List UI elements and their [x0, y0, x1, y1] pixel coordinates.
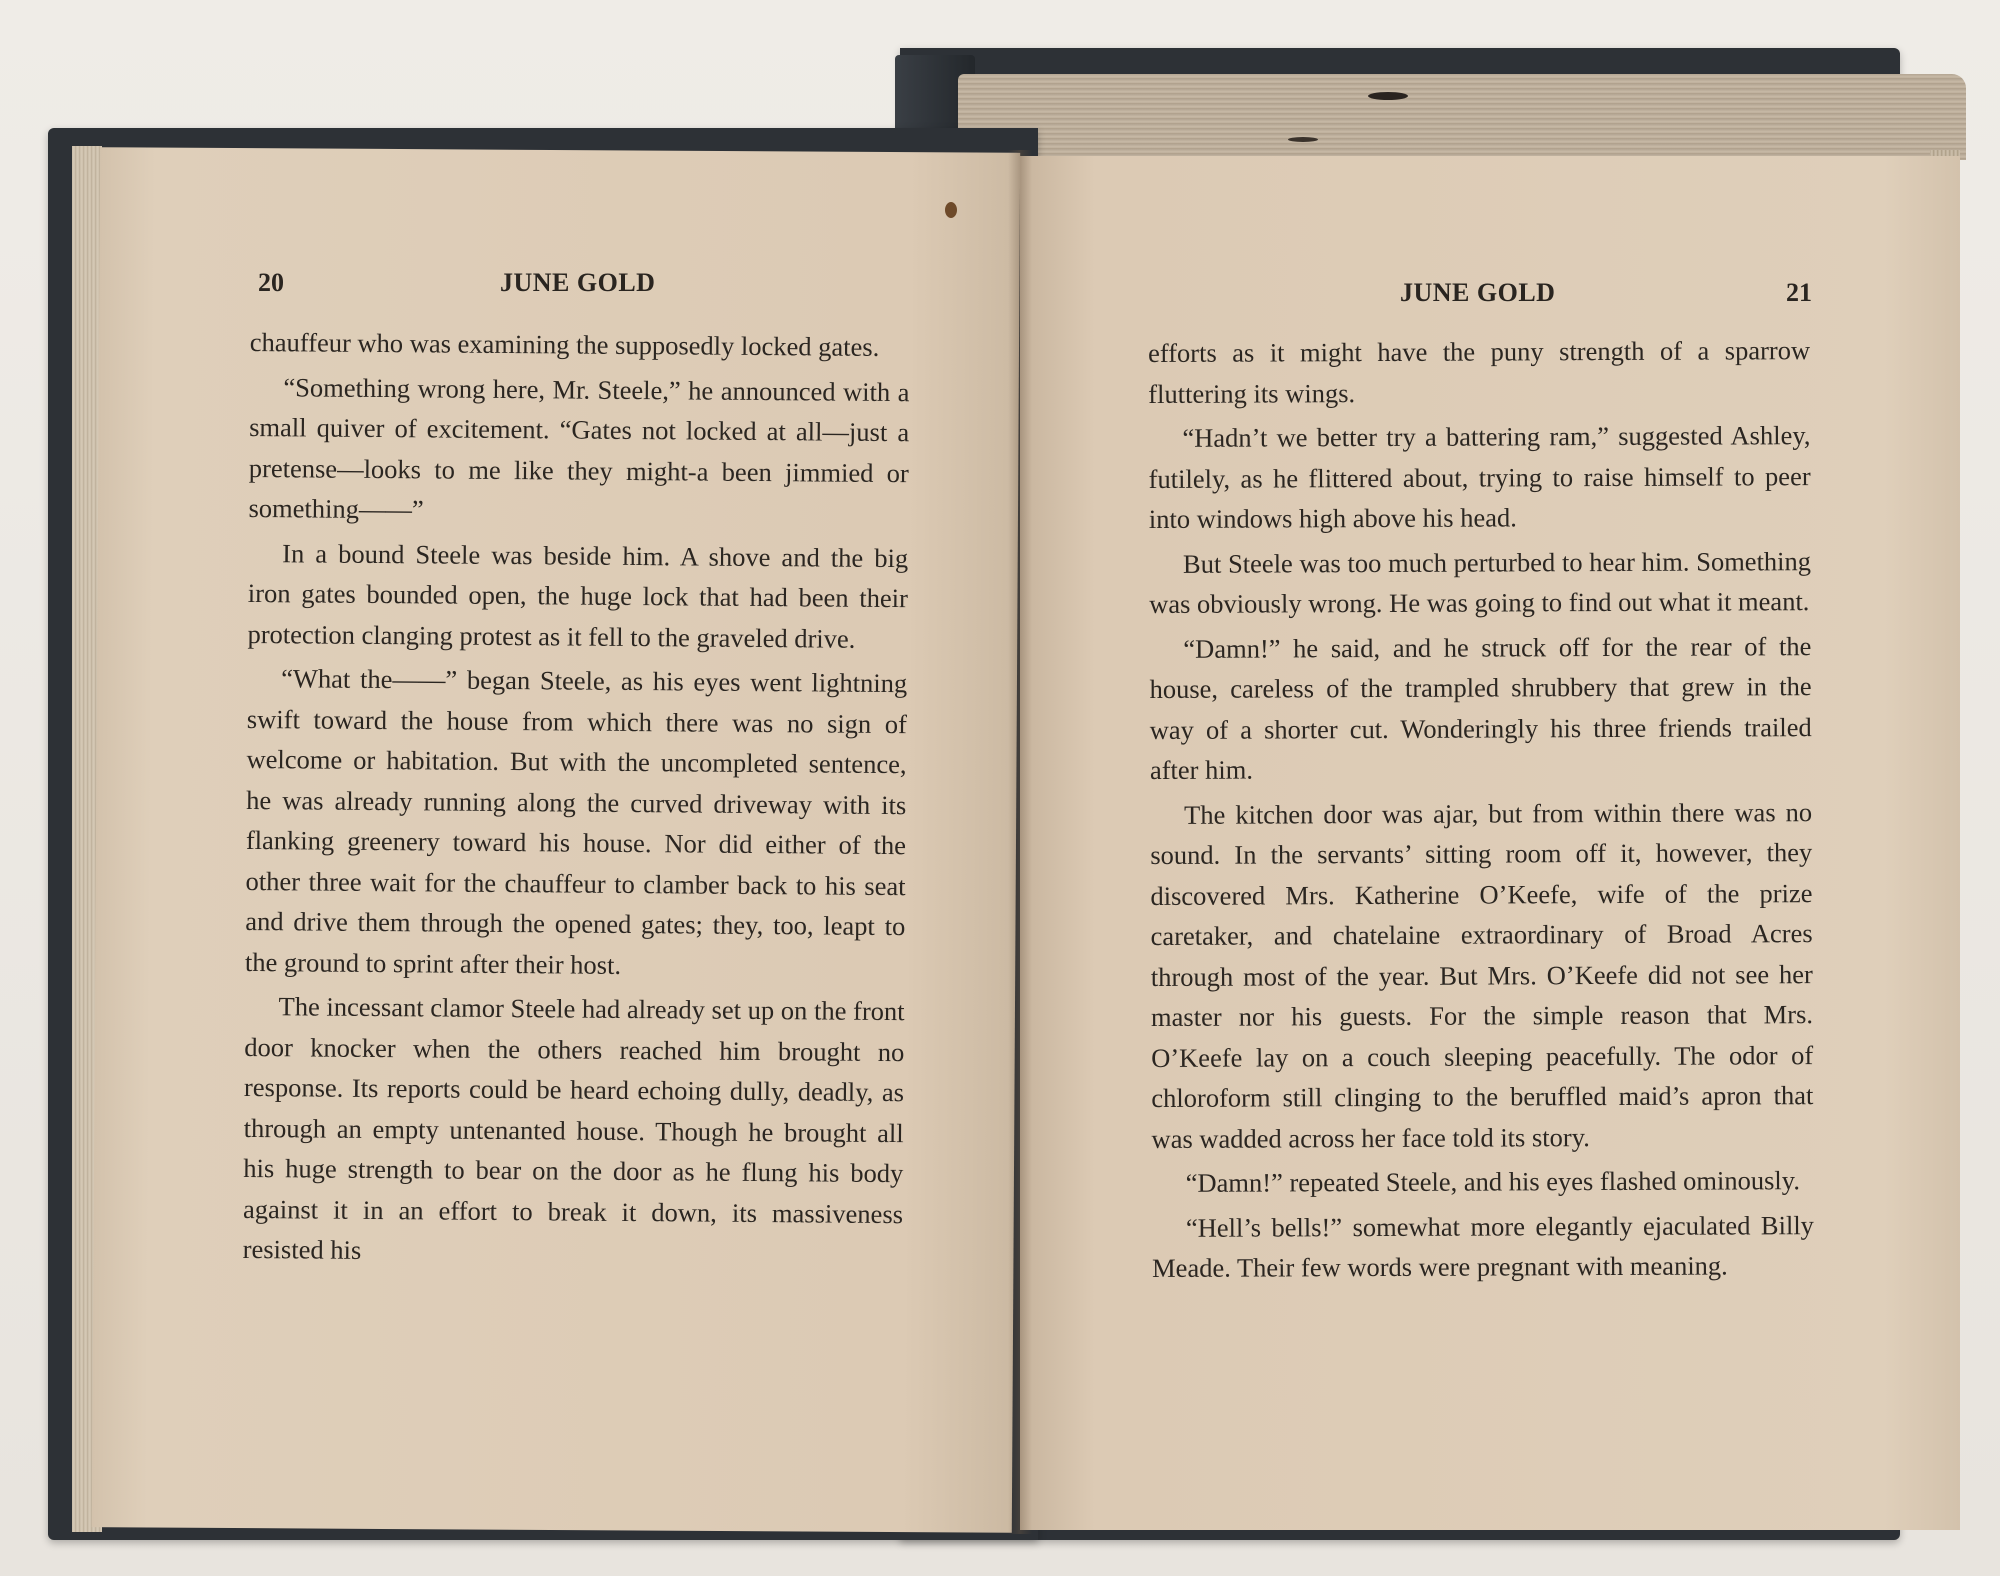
paragraph: “Damn!” he said, and he struck off for the rear of the house, careless of the trampled shrubbery that grew in the way of a shorter cut. Wonderingly his three friends trailed after him. [1149, 630, 1812, 785]
paragraph: The kitchen door was ajar, but from within there was no sound. In the servants’ sitting room off it, however, they discovered Mrs. Katherine O’Keefe, wife of the prize caretaker, and chatelaine extraordinary of Broad Acres through most of the year. But Mrs. O’Keefe did not see her master nor his guests. For the simple reason that Mrs. O’Keefe lay on a couch sleeping peacefully. The odor of chloroform still clinging to the beruffled maid’s apron that was wadded across her face told its story. [1150, 796, 1814, 1154]
right-running-head: JUNE GOLD [1400, 278, 1556, 307]
paragraph: “Hell’s bells!” somewhat more elegantly ejaculated Billy Meade. Their few words were pregnant with meaning. [1152, 1209, 1814, 1283]
paragraph: In a bound Steele was beside him. A shove and the big iron gates bounded open, the huge lock that had been their protection clanging protest as it fell to the graveled drive. [247, 537, 909, 654]
right-page-text [1148, 330, 1814, 1292]
foxing-spot [1368, 92, 1408, 100]
page-block-top-edge [958, 74, 1966, 160]
book-gutter [1008, 150, 1032, 1534]
paragraph: efforts as it might have the puny strength of a sparrow fluttering its wings. [1148, 335, 1811, 409]
paragraph: The incessant clamor Steele had already set up on the front door knocker when the others reached him brought no response. Its reports could be heard echoing dully, deadly, as through an empty untenanted house. Though he brought all his huge strength to bear on the door as he flung his body against it in an effort to break it down, its massiveness resisted his [242, 991, 905, 1265]
paragraph: “What the——” began Steele, as his eyes went lightning swift toward the house from which there was no sign of welcome or habitation. But with the uncompleted sentence, he was already running along the curved driveway with its flanking greenery toward his house. Nor did either of the other three wait for the chauffeur to clamber back to his seat and drive them through the opened gates; they, too, leapt to the ground to sprint after their host. [244, 663, 908, 980]
paragraph: But Steele was too much perturbed to hear him. Something was obviously wrong. He was going to find out what it meant. [1149, 545, 1812, 619]
paragraph: chauffeur who was examining the supposedly locked gates. [249, 326, 880, 362]
left-page-number: 20 [258, 268, 284, 297]
paragraph: “Hadn’t we better try a battering ram,” suggested Ashley, futilely, as he flittered about, trying to raise himself to peer into windows high above his head. [1148, 420, 1811, 534]
left-running-head: JUNE GOLD [500, 268, 656, 297]
foxing-spot [1288, 137, 1318, 142]
right-page-number: 21 [1786, 278, 1812, 307]
left-page-text [243, 322, 910, 1279]
paragraph: “Something wrong here, Mr. Steele,” he announced with a small quiver of excitement. “Gates not locked at all—just a pretense—looks to me like they might-a been jimmied or something——” [248, 371, 910, 525]
foxing-spot [945, 202, 957, 218]
paragraph: “Damn!” repeated Steele, and his eyes flashed ominously. [1185, 1165, 1800, 1198]
